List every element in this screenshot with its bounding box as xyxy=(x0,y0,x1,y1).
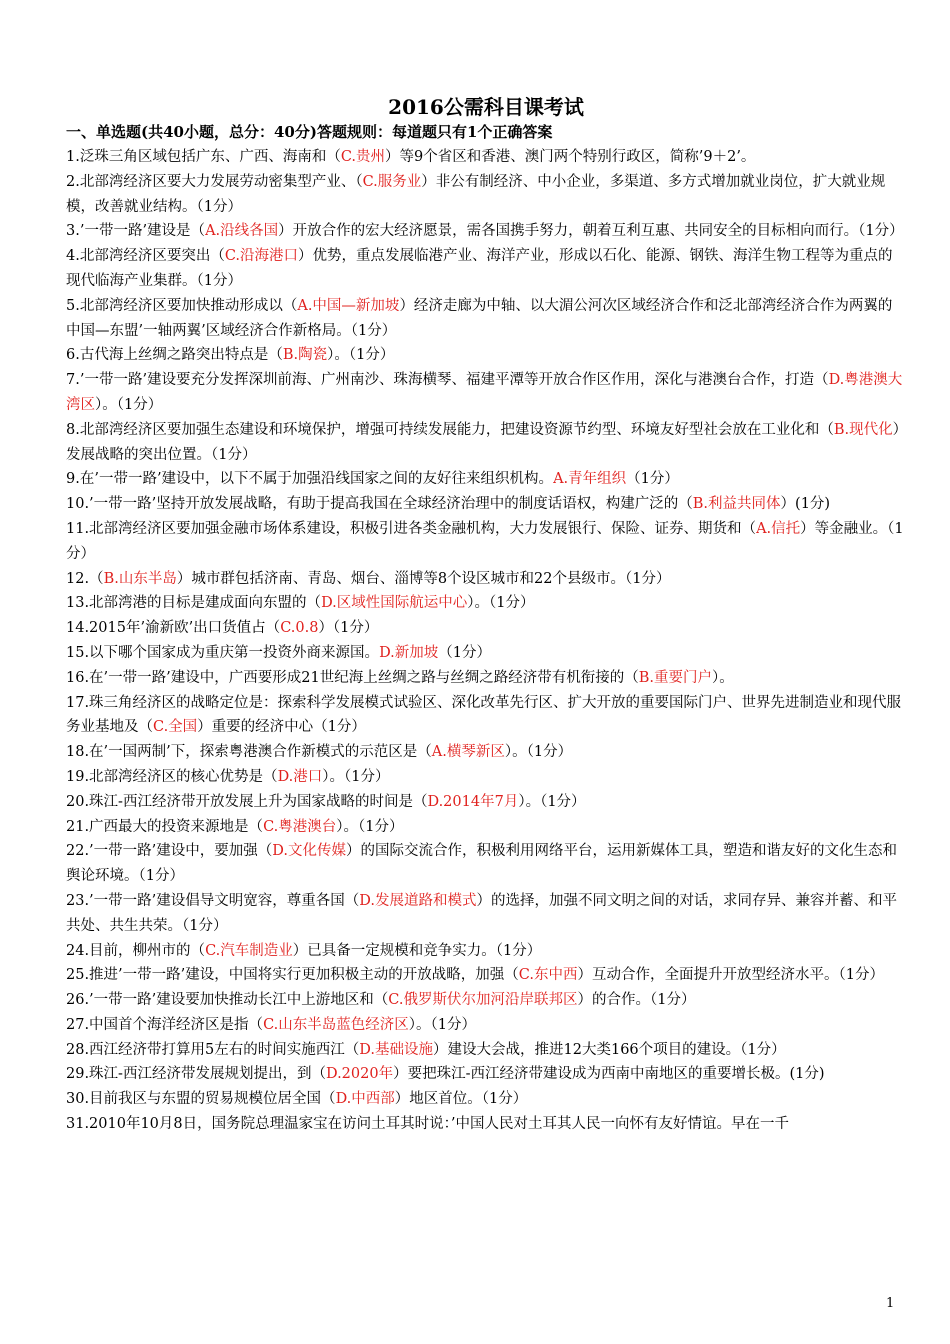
answer-text: D.粤港澳大湾区 xyxy=(66,372,903,413)
question-item xyxy=(66,815,906,840)
question-item xyxy=(66,567,906,592)
answer-text: B.现代化 xyxy=(833,421,893,438)
question-text: 5.北部湾经济区要加快推动形成以（ xyxy=(66,297,298,314)
question-text: 15.以下哪个国家成为重庆第一投资外商来源国。 xyxy=(66,644,380,661)
question-text-tail: ）的选择，加强不同文明之间的对话，求同存异、兼容并蓄、和平共处、共生共荣。（1分） xyxy=(66,892,897,934)
question-text-tail: ）。 xyxy=(712,669,734,686)
question-text-tail: ）(1分) xyxy=(780,496,831,513)
answer-text: A.横琴新区 xyxy=(431,744,505,761)
question-text: 9.在’一带一路’建设中，以下不属于加强沿线国家之间的友好往来组织机构。 xyxy=(66,471,554,488)
answer-text: C.俄罗斯伏尔加河沿岸联邦区 xyxy=(388,992,578,1009)
question-item xyxy=(66,219,906,244)
question-item xyxy=(66,1013,906,1038)
question-text-tail: ）互动合作，全面提升开放型经济水平。（1分） xyxy=(577,967,884,984)
question-text: 23.’一带一路’建设倡导文明宽容，尊重各国（ xyxy=(66,892,360,909)
question-item xyxy=(66,368,906,418)
question-text-tail: ）。（1分） xyxy=(322,768,390,785)
question-text-tail: ）等金融业。（1分） xyxy=(66,520,904,562)
question-text: 4.北部湾经济区要突出（ xyxy=(66,248,225,265)
question-item xyxy=(66,1087,906,1112)
answer-text: B.山东半岛 xyxy=(103,570,177,587)
question-text-tail: ）地区首位。（1分） xyxy=(394,1091,528,1108)
question-text-tail: ）要把珠江-西江经济带建设成为西南中南地区的重要增长极。(1分) xyxy=(393,1066,825,1083)
question-text: 16.在’一带一路’建设中，广西要形成21世纪海上丝绸之路与丝绸之路经济带有机衔接的（ xyxy=(66,669,639,686)
question-text-tail: ）发展战略的突出位置。（1分） xyxy=(66,421,900,463)
answer-text: C.服务业 xyxy=(362,173,422,190)
question-item xyxy=(66,517,906,567)
question-item xyxy=(66,1038,906,1063)
answer-text: B.重要门户 xyxy=(638,669,712,686)
question-text: 25.推进’一带一路’建设，中国将实行更加积极主动的开放战略，加强（ xyxy=(66,967,519,984)
question-text: 20.珠江-西江经济带开放发展上升为国家战略的时间是（ xyxy=(66,793,428,810)
answer-text: C.贵州 xyxy=(340,149,386,165)
question-text: 21.广西最大的投资来源地是（ xyxy=(66,818,264,835)
question-text: 1.泛珠三角区域包括广东、广西、海南和（ xyxy=(66,149,341,165)
question-text: 18.在’一国两制’下，探索粤港澳合作新模式的示范区是（ xyxy=(66,744,432,761)
question-text: 24.目前，柳州市的（ xyxy=(66,942,206,959)
question-item xyxy=(66,988,906,1013)
question-text-tail: ）经济走廊为中轴、以大湄公河次区域经济合作和泛北部湾经济合作为两翼的中国—东盟’一轴两翼’区域经济合作新格局。（1分） xyxy=(66,297,893,339)
question-text: 29.珠江-西江经济带发展规划提出，到（ xyxy=(66,1066,326,1083)
question-text: 30.目前我区与东盟的贸易规模位居全国（ xyxy=(66,1091,336,1108)
question-text-tail: ）。（1分） xyxy=(467,595,535,612)
question-text-tail: ）开放合作的宏大经济愿景，需各国携手努力，朝着互利互惠、共同安全的目标相向而行。（1分） xyxy=(278,223,904,240)
question-text: 11.北部湾经济区要加强金融市场体系建设，积极引进各类金融机构，大力发展银行、保险、证券、期货和（ xyxy=(66,520,757,537)
page-number: 1 xyxy=(886,1296,895,1311)
question-text: 2.北部湾经济区要大力发展劳动密集型产业、（ xyxy=(66,173,363,190)
question-item xyxy=(66,939,906,964)
answer-text: C.粤港澳台 xyxy=(263,818,337,835)
answer-text: A.青年组织 xyxy=(553,471,627,488)
question-item xyxy=(66,641,906,666)
answer-text: C.全国 xyxy=(153,719,198,736)
question-text: 28.西江经济带打算用5左右的时间实施西江（ xyxy=(66,1041,360,1058)
question-item xyxy=(66,492,906,517)
question-item xyxy=(66,963,906,988)
question-list xyxy=(66,145,906,1137)
question-item xyxy=(66,889,906,939)
question-text-tail: ）。（1分） xyxy=(408,1016,476,1033)
question-text: 22.’一带一路’建设中，要加强（ xyxy=(66,843,273,860)
answer-text: A.信托 xyxy=(756,520,801,537)
question-text-tail: ）。（1分） xyxy=(504,744,573,761)
question-text-tail: ）建设大会战，推进12大类166个项目的建设。（1分） xyxy=(433,1041,786,1058)
question-item xyxy=(66,170,906,220)
question-item xyxy=(66,1062,906,1087)
answer-text: D.2014年7月 xyxy=(427,793,519,810)
question-item xyxy=(66,839,906,889)
answer-text: D.基础设施 xyxy=(359,1041,434,1058)
question-text: 31.2010年10月8日，国务院总理温家宝在访问土耳其时说：’中国人民对土耳其人民一向怀有友好情谊。早在一千 xyxy=(66,1116,789,1133)
question-text-tail: ）已具备一定规模和竞争实力。（1分） xyxy=(292,942,542,959)
question-text-tail: ）的国际交流合作，积极利用网络平台，运用新媒体工具，塑造和谐友好的文化生态和舆论环境。（1分） xyxy=(66,843,897,885)
answer-text: D.港口 xyxy=(277,768,323,785)
answer-text: A.中国—新加坡 xyxy=(297,297,400,314)
page-title: 2016公需科目课考试 xyxy=(388,95,584,119)
question-text-tail: ）城市群包括济南、青岛、烟台、淄博等8个设区城市和22个县级市。（1分） xyxy=(176,570,671,587)
question-text-tail: （1分） xyxy=(438,644,492,661)
answer-text: C.汽车制造业 xyxy=(205,942,293,959)
question-item xyxy=(66,343,906,368)
question-text-tail: ）。（1分） xyxy=(327,347,395,364)
answer-text: D.发展道路和模式 xyxy=(359,892,477,909)
answer-text: D.文化传媒 xyxy=(272,843,346,860)
answer-text: B.陶瓷 xyxy=(282,347,328,364)
question-text-tail: （1分） xyxy=(626,471,679,488)
question-text-tail: ）的合作。（1分） xyxy=(577,992,696,1009)
answer-text: C.沿海港口 xyxy=(224,248,299,265)
question-item xyxy=(66,294,906,344)
question-text-tail: ）重要的经济中心（1分） xyxy=(197,719,366,736)
question-text: 8.北部湾经济区要加强生态建设和环境保护，增强可持续发展能力，把建设资源节约型、环境友好型社会放在工业化和（ xyxy=(66,421,834,438)
answer-text: C.山东半岛蓝色经济区 xyxy=(263,1016,409,1033)
question-text: 19.北部湾经济区的核心优势是（ xyxy=(66,768,278,785)
question-text: 3.’一带一路’建设是（ xyxy=(66,223,206,240)
document-page xyxy=(66,94,906,1137)
answer-text: C.东中西 xyxy=(518,967,578,984)
question-item xyxy=(66,244,906,294)
question-item xyxy=(66,616,906,641)
question-item xyxy=(66,790,906,815)
question-item xyxy=(66,666,906,691)
question-text: 13.北部湾港的目标是建成面向东盟的（ xyxy=(66,595,322,612)
answer-text: D.新加坡 xyxy=(379,644,439,661)
question-text: 10.’一带一路’坚持开放发展战略，有助于提高我国在全球经济治理中的制度话语权，构建广泛的（ xyxy=(66,496,693,513)
answer-text: D.2020年 xyxy=(325,1066,394,1083)
section-heading: 一、单选题(共40小题，总分：40分)答题规则：每道题只有1个正确答案 xyxy=(66,123,553,141)
question-item xyxy=(66,145,906,170)
question-text: 7.’一带一路’建设要充分发挥深圳前海、广州南沙、珠海横琴、福建平潭等开放合作区作用，深化与港澳台合作，打造（ xyxy=(66,372,829,389)
question-text-tail: ）非公有制经济、中小企业，多渠道、多方式增加就业岗位，扩大就业规模，改善就业结构。（1分） xyxy=(66,173,886,215)
question-text-tail: ）（1分） xyxy=(318,620,379,637)
question-text: 17.珠三角经济区的战略定位是：探索科学发展模式试验区、深化改革先行区、扩大开放的重要国际门户、世界先进制造业和现代服务业基地及（ xyxy=(66,694,902,736)
question-item xyxy=(66,740,906,765)
question-item xyxy=(66,591,906,616)
question-text: 12.（ xyxy=(66,570,104,587)
question-item xyxy=(66,765,906,790)
question-text: 26.’一带一路’建设要加快推动长江中上游地区和（ xyxy=(66,992,389,1009)
question-text-tail: ）。（1分） xyxy=(518,793,586,810)
question-item xyxy=(66,418,906,468)
question-text: 6.古代海上丝绸之路突出特点是（ xyxy=(66,347,283,364)
question-item xyxy=(66,1112,906,1137)
question-text: 27.中国首个海洋经济区是指（ xyxy=(66,1016,264,1033)
answer-text: B.利益共同体 xyxy=(692,496,781,513)
question-text-tail: ）。（1分） xyxy=(336,818,404,835)
question-item xyxy=(66,691,906,741)
answer-text: C.0.8 xyxy=(280,620,319,637)
answer-text: D.中西部 xyxy=(335,1091,395,1108)
question-item xyxy=(66,467,906,492)
question-text-tail: ）。（1分） xyxy=(95,396,163,413)
answer-text: D.区域性国际航运中心 xyxy=(321,595,468,612)
question-text: 14.2015年’渝新欧’出口货值占（ xyxy=(66,620,281,637)
question-text-tail: ）等9个省区和香港、澳门两个特别行政区，简称’9＋2’。 xyxy=(385,149,756,165)
question-text-tail: ）优势，重点发展临港产业、海洋产业，形成以石化、能源、钢铁、海洋生物工程等为重点的现代临海产业集群。（1分） xyxy=(66,248,893,289)
answer-text: A.沿线各国 xyxy=(205,223,279,240)
